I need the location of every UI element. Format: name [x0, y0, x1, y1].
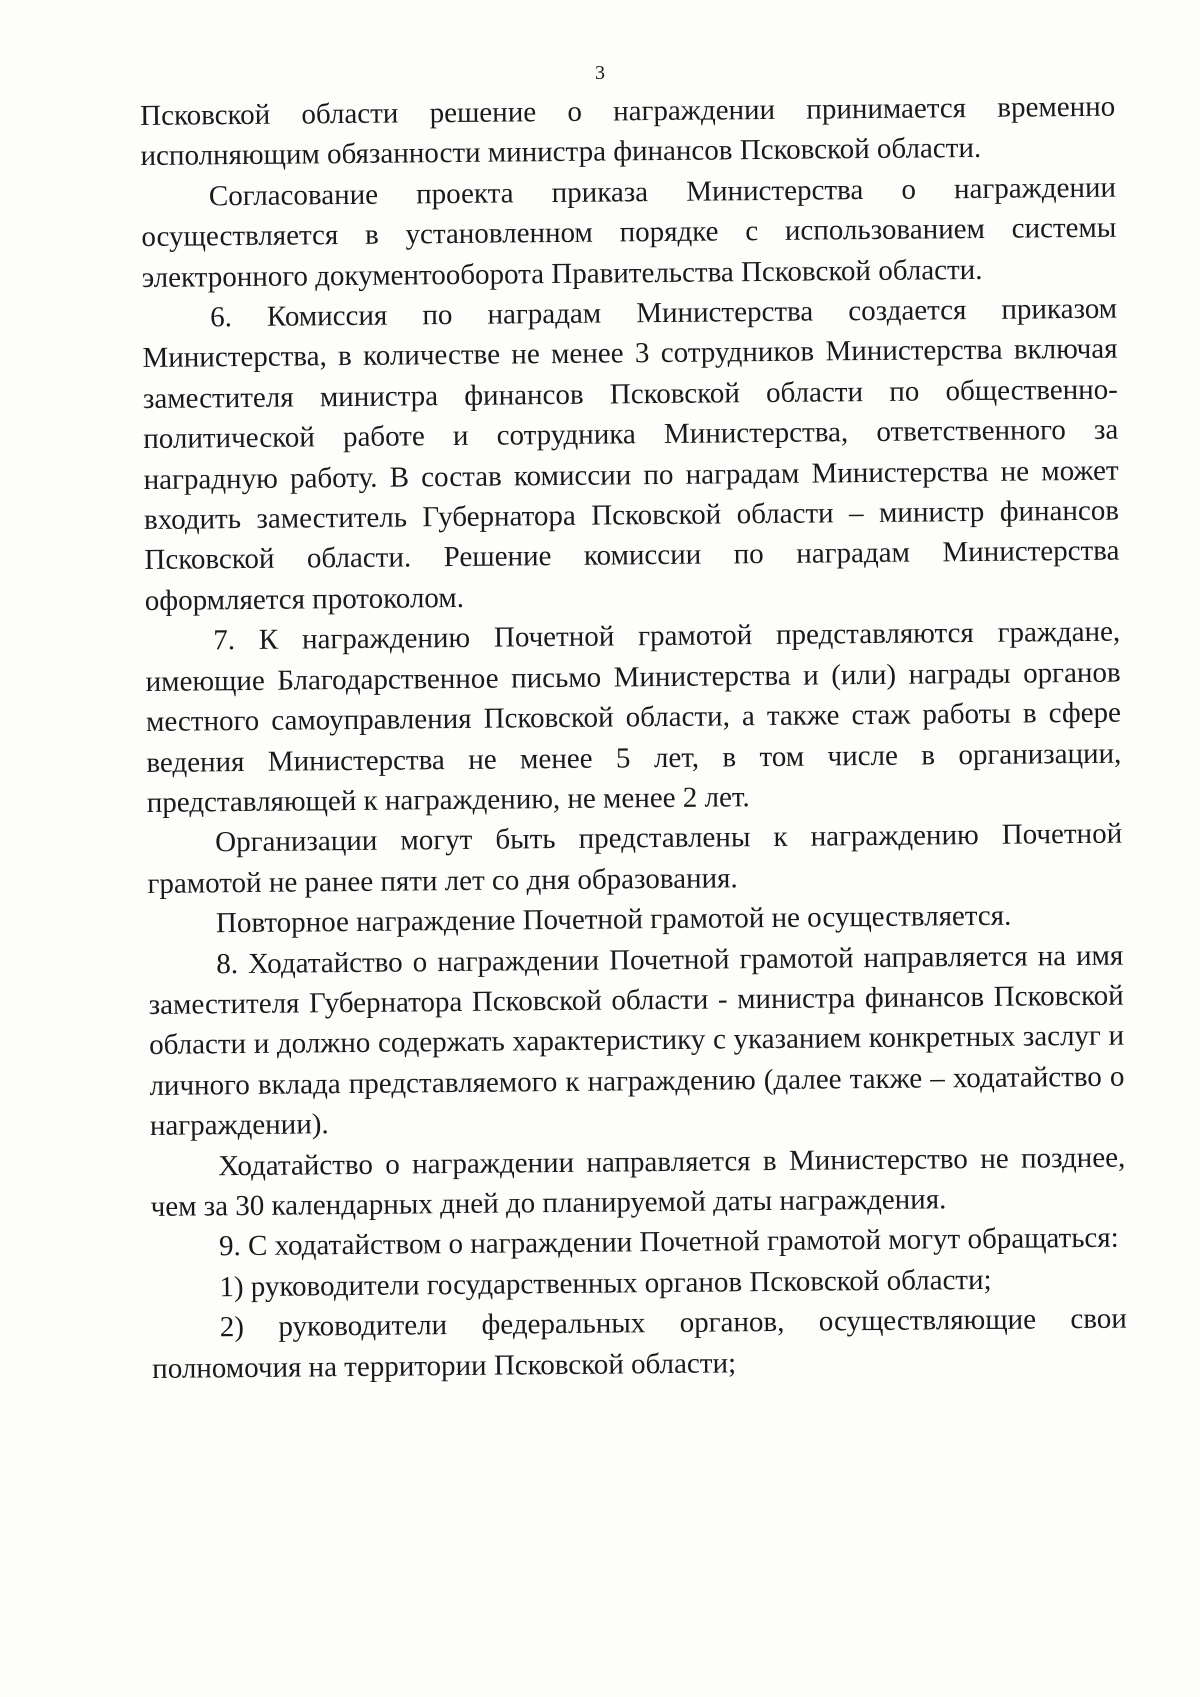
paragraph-approval: Согласование проекта приказа Министерства о награждении осуществляется в установленном порядке с использованием системы электронного документооборота Правительства Псковской области.: [141, 171, 1117, 294]
paragraph-item-7: 7. К награждению Почетной грамотой представляются граждане, имеющие Благодарственное письмо Министерства и (или) награды органов местного самоуправления Псковской области, а также стаж работы в сфере ведения Министерства не менее 5 лет, в том числе в организации, представляющей к награждению, не менее 2 лет.: [145, 615, 1122, 819]
paragraph-continuation: Псковской области решение о награждении принимается временно исполняющим обязанности министра финансов Псковской области.: [140, 90, 1116, 173]
paragraph-organizations: Организации могут быть представлены к награждению Почетной грамотой не ранее пяти лет со дня образования.: [147, 817, 1123, 900]
document-body: [140, 87, 1127, 1389]
paragraph-repeat-award: Повторное награждение Почетной грамотой не осуществляется.: [215, 899, 1012, 940]
paragraph-deadline: Ходатайство о награждении направляется в Министерство не позднее, чем за 30 календарных дней до планируемой даты награждения.: [150, 1141, 1126, 1223]
list-item-2: 2) руководители федеральных органов, осуществляющие свои полномочия на территории Псковской области;: [152, 1302, 1127, 1385]
paragraph-item-8: 8. Ходатайство о награждении Почетной грамотой направляется на имя заместителя Губернатора Псковской области - министра финансов Псковской области и должно содержать характеристику с указанием конкретных заслуг и личного вклада представляемого к награждению (далее также – ходатайство о награждении).: [148, 939, 1125, 1143]
paragraph-item-9: 9. С ходатайством о награждении Почетной грамотой могут обращаться:: [218, 1222, 1119, 1263]
paragraph-item-6: 6. Комиссия по наградам Министерства создается приказом Министерства, в количестве не менее 3 сотрудников Министерства включая заместителя министра финансов Псковской области по общественно-политической работе и сотрудника Министерства, ответственного за наградную работу. В состав комиссии по наградам Министерства не может входить заместитель Губернатора Псковской области – министр финансов Псковской области. Решение комиссии по наградам Министерства оформляется протоколом.: [142, 292, 1120, 617]
page-number: 3: [595, 62, 605, 84]
list-item-1: 1) руководители государственных органов Псковской области;: [219, 1263, 992, 1304]
